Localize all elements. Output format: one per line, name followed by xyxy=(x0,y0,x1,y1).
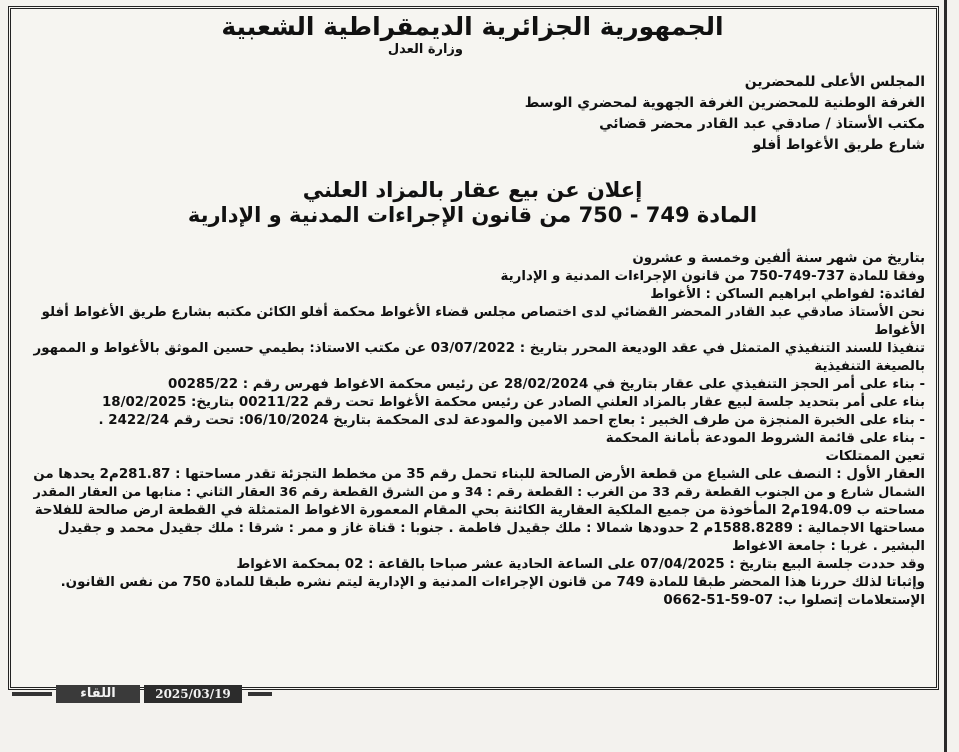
footer-rule xyxy=(12,692,52,696)
republic-heading: الجمهورية الجزائرية الديمقراطية الشعبية xyxy=(221,12,724,41)
authority-line: شارع طريق الأغواط أفلو xyxy=(752,137,925,153)
ministry-heading: وزارة العدل xyxy=(387,42,463,57)
body-line: الأغواط xyxy=(874,323,925,338)
body-line: نحن الأستاذ صادقي عبد القادر المحضر القضائي لدى اختصاص مجلس قضاء الأغواط محكمة أفلو الكائن مكتبه بشارع طريق الأغواط أفلو xyxy=(41,305,925,320)
body-line: بناء على أمر بتحديد جلسة لبيع عقار بالمزاد العلني الصادر عن رئيس محكمة الأغواط تحت رقم 00211/22 بتاريخ: 18/02/2025 xyxy=(101,395,925,410)
column-rule xyxy=(944,0,947,752)
body-line: البشير . غربا : جامعة الاغواط xyxy=(731,539,925,554)
body-line: تنفيذا للسند التنفيذي المتمثل في عقد الوديعة المحرر بتاريخ : 03/07/2022 عن مكتب الاستاذ: بطيمي حسين الموثق بالأغواط و الممهور xyxy=(33,341,925,356)
legal-notice xyxy=(20,12,925,610)
authority-line: مكتب الأستاذ / صادقي عبد القادر محضر قضائي xyxy=(599,116,925,132)
newspaper-name: اللقاء xyxy=(56,685,140,703)
body-line: وإثباتا لذلك حررنا هذا المحضر طبقا للمادة 749 من قانون الإجراءات المدنية و الإدارية ليتم نشره طبقا للمادة 750 من نفس القانون. xyxy=(60,575,925,590)
body-line: الإستعلامات إتصلوا ب: 07-59-51-0662 xyxy=(663,593,925,608)
footer-rule xyxy=(248,692,272,696)
body-line: وقد حددت جلسة البيع بتاريخ : 07/04/2025 على الساعة الحادية عشر صباحا بالقاعة : 02 بمحكمة الاغواط xyxy=(236,557,925,572)
authority-line: الغرفة الوطنية للمحضرين الغرفة الجهوية لمحضري الوسط xyxy=(524,95,925,111)
body-line: بالصيغة التنفيذية xyxy=(814,359,925,374)
publication-date: 2025/03/19 xyxy=(144,685,242,703)
body-line: مساحته ب 194.09م2 المأخوذة من جميع الملكية العقارية الكائنة بحي المقام المعمورة الاغواط المتمثلة في القطعة ارض صالحة للفلاحة xyxy=(34,503,925,518)
notice-body xyxy=(20,250,925,610)
body-line: بتاريخ من شهر سنة ألفين وخمسة و عشرون xyxy=(632,251,925,266)
body-line: تعين الممتلكات xyxy=(825,449,925,464)
body-line: لفائدة: لفواطي ابراهيم الساكن : الأغواط xyxy=(650,287,925,302)
body-line: - بناء على أمر الحجز التنفيذي على عقار بتاريخ في 28/02/2024 عن رئيس محكمة الاغواط فهرس رقم : 00285/22 xyxy=(168,377,925,392)
body-line: - بناء على قائمة الشروط المودعة بأمانة المحكمة xyxy=(605,431,925,446)
publication-footer xyxy=(12,685,272,703)
body-line: وفقا للمادة 737-749-750 من قانون الإجراءات المدنية و الإدارية xyxy=(500,269,925,284)
body-line: - بناء على الخبرة المنجزة من طرف الخبير : بعاج احمد الامين والمودعة لدى المحكمة بتاريخ 06/10/2024: تحت رقم 2422/24 . xyxy=(98,413,925,428)
notice-subtitle: المادة 749 - 750 من قانون الإجراءات المدنية و الإدارية xyxy=(187,203,758,227)
notice-title: إعلان عن بيع عقار بالمزاد العلني xyxy=(302,178,643,202)
body-line: الشمال شارع و من الجنوب القطعة رقم 33 من الغرب : القطعة رقم : 34 و من الشرق القطعة رقم 36 العقار الثاني : منابها من العقار المقدر xyxy=(33,485,925,500)
body-line: العقار الأول : النصف على الشياع من قطعة الأرض الصالحة للبناء تحمل رقم 35 من مخطط التجزئة تقدر مساحتها : 281.87م2 يحدها من xyxy=(33,467,925,482)
authority-line: المجلس الأعلى للمحضرين xyxy=(744,74,925,90)
body-line: مساحتها الاجمالية : 1588.8289م 2 حدودها شمالا : ملك جقيدل فاطمة . جنوبا : قناة غاز و ممر : شرقا : ملك جقيدل محمد و جقيدل xyxy=(57,521,925,536)
